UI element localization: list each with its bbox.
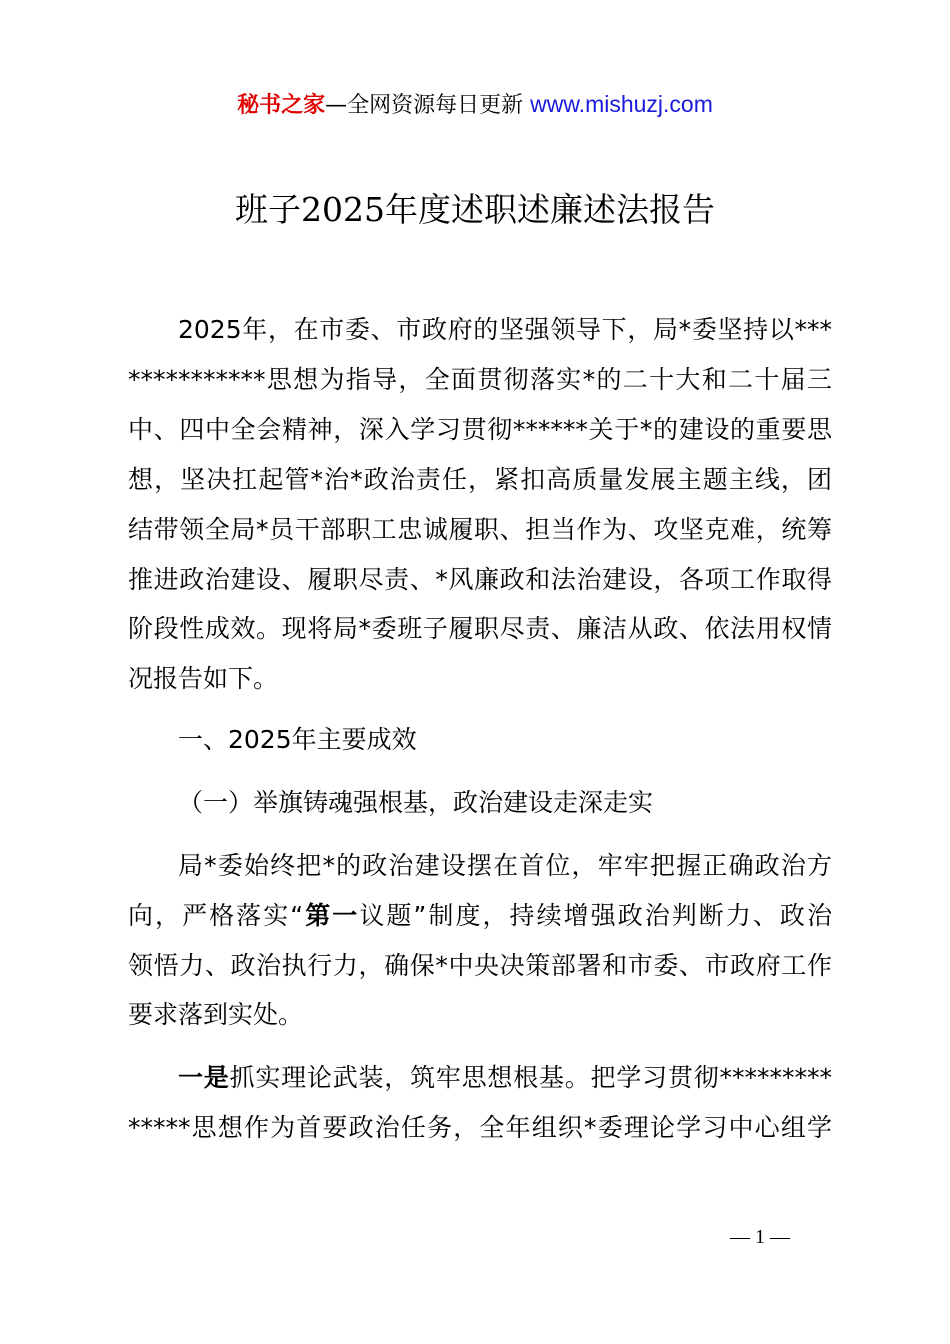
text-segment: 向，严格落实“ (128, 901, 304, 930)
banner-tagline: —全网资源每日更新 (325, 93, 531, 118)
paragraph-line: 局*委始终把*的政治建设摆在首位，牢牢把握正确政治方 (178, 851, 832, 880)
paragraph-line: *****思想作为首要政治任务，全年组织*委理论学习中心组学 (128, 1113, 832, 1142)
bold-text: 第一 (303, 901, 360, 930)
paragraph-line: 阶段性成效。现将局*委班子履职尽责、廉洁从政、依法用权情 (128, 614, 832, 643)
text-segment: 议题”制度，持续增强政治判断力、政治 (359, 901, 832, 930)
paragraph-line: 中、四中全会精神，深入学习贯彻******关于*的建设的重要思 (128, 415, 832, 444)
paragraph-line: 2025年，在市委、市政府的坚强领导下，局*委坚持以*** (178, 315, 832, 344)
page-number: — 1 — (730, 1226, 790, 1248)
paragraph-line: 想，坚决扛起管*治*政治责任，紧扣高质量发展主题主线，团 (128, 465, 832, 494)
site-banner (0, 88, 950, 119)
paragraph-line: 领悟力、政治执行力，确保*中央决策部署和市委、市政府工作 (128, 951, 832, 980)
paragraph-line: 推进政治建设、履职尽责、*风廉政和法治建设，各项工作取得 (128, 565, 832, 594)
banner-brand: 秘书之家 (237, 93, 326, 118)
paragraph-line: 结带领全局*员干部职工忠诚履职、担当作为、攻坚克难，统筹 (128, 515, 832, 544)
paragraph-line: 况报告如下。 (128, 664, 279, 693)
text-segment: 抓实理论武装，筑牢思想根基。把学习贯彻********* (229, 1063, 832, 1092)
banner-url-link[interactable]: www.mishuzj.com (530, 91, 713, 117)
paragraph-line: 要求落到实处。 (128, 1000, 304, 1029)
paragraph-line (128, 899, 832, 933)
bold-text: 一是 (178, 1063, 230, 1092)
section-heading: 一、2025年主要成效 (178, 725, 417, 754)
subsection-heading: （一）举旗铸魂强根基，政治建设走深走实 (178, 788, 654, 817)
paragraph-line (178, 1061, 832, 1095)
paragraph-line: ***********思想为指导，全面贯彻落实*的二十大和二十届三 (128, 365, 832, 394)
document-title: 班子2025年度述职述廉述法报告 (235, 190, 715, 229)
